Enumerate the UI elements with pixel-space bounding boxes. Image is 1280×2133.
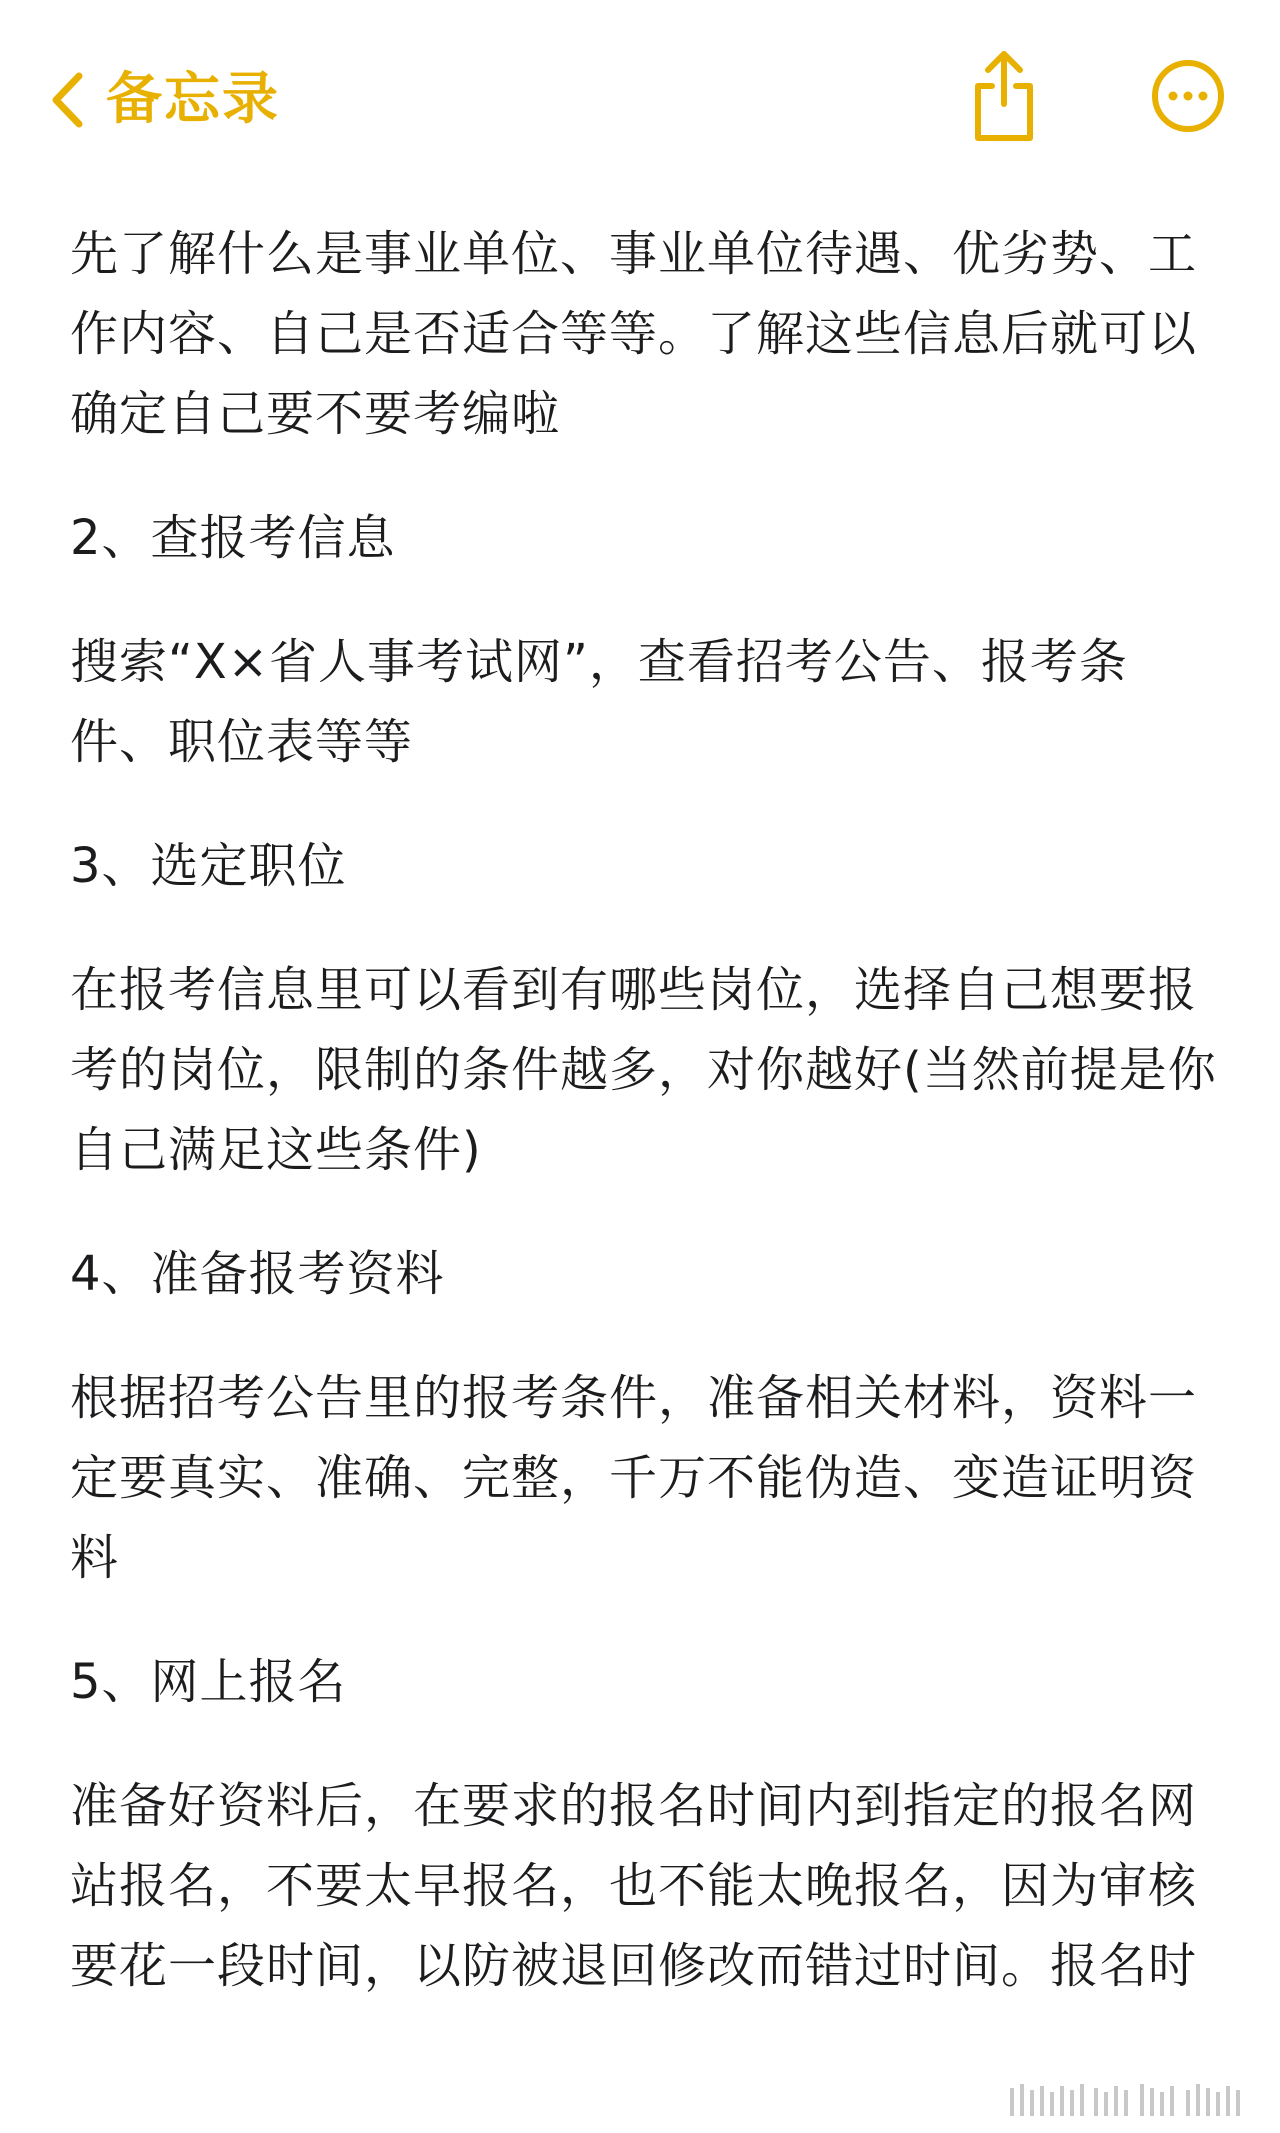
note-heading-step-4: 4、准备报考资料 <box>70 1246 445 1302</box>
note-heading-step-2: 2、查报考信息 <box>70 510 396 566</box>
note-heading-step-5: 5、网上报名 <box>70 1654 347 1710</box>
chevron-left-icon <box>50 71 84 129</box>
note-paragraph-step-4: 根据招考公告里的报考条件，准备相关材料，资料一定要真实、准确、完整，千万不能伪造、变造证明资料 <box>70 1370 1198 1586</box>
back-button[interactable] <box>50 52 280 148</box>
navigation-bar <box>0 0 1280 190</box>
note-body[interactable] <box>70 214 1220 2006</box>
note-paragraph-step-5: 准备好资料后，在要求的报名时间内到指定的报名网站报名，不要太早报名，也不能太晚报名，因为审核要花一段时间，以防被退回修改而错过时间。报名时 <box>70 1778 1198 1994</box>
note-heading-step-3: 3、选定职位 <box>70 838 347 894</box>
note-paragraph-step-2: 搜索“X×省人事考试网”，查看招考公告、报考条件、职位表等等 <box>70 634 1128 770</box>
note-paragraph-intro: 先了解什么是事业单位、事业单位待遇、优劣势、工作内容、自己是否适合等等。了解这些信息后就可以确定自己要不要考编啦 <box>70 226 1198 442</box>
ellipsis-circle-icon <box>1150 58 1226 134</box>
share-button[interactable] <box>968 48 1040 144</box>
note-paragraph-step-3: 在报考信息里可以看到有哪些岗位，选择自己想要报考的岗位，限制的条件越多，对你越好(当然前提是你自己满足这些条件) <box>70 962 1217 1178</box>
share-icon <box>968 48 1040 144</box>
back-label: 备忘录 <box>106 67 280 132</box>
more-button[interactable] <box>1150 58 1226 134</box>
watermark-logo <box>1010 2082 1250 2120</box>
